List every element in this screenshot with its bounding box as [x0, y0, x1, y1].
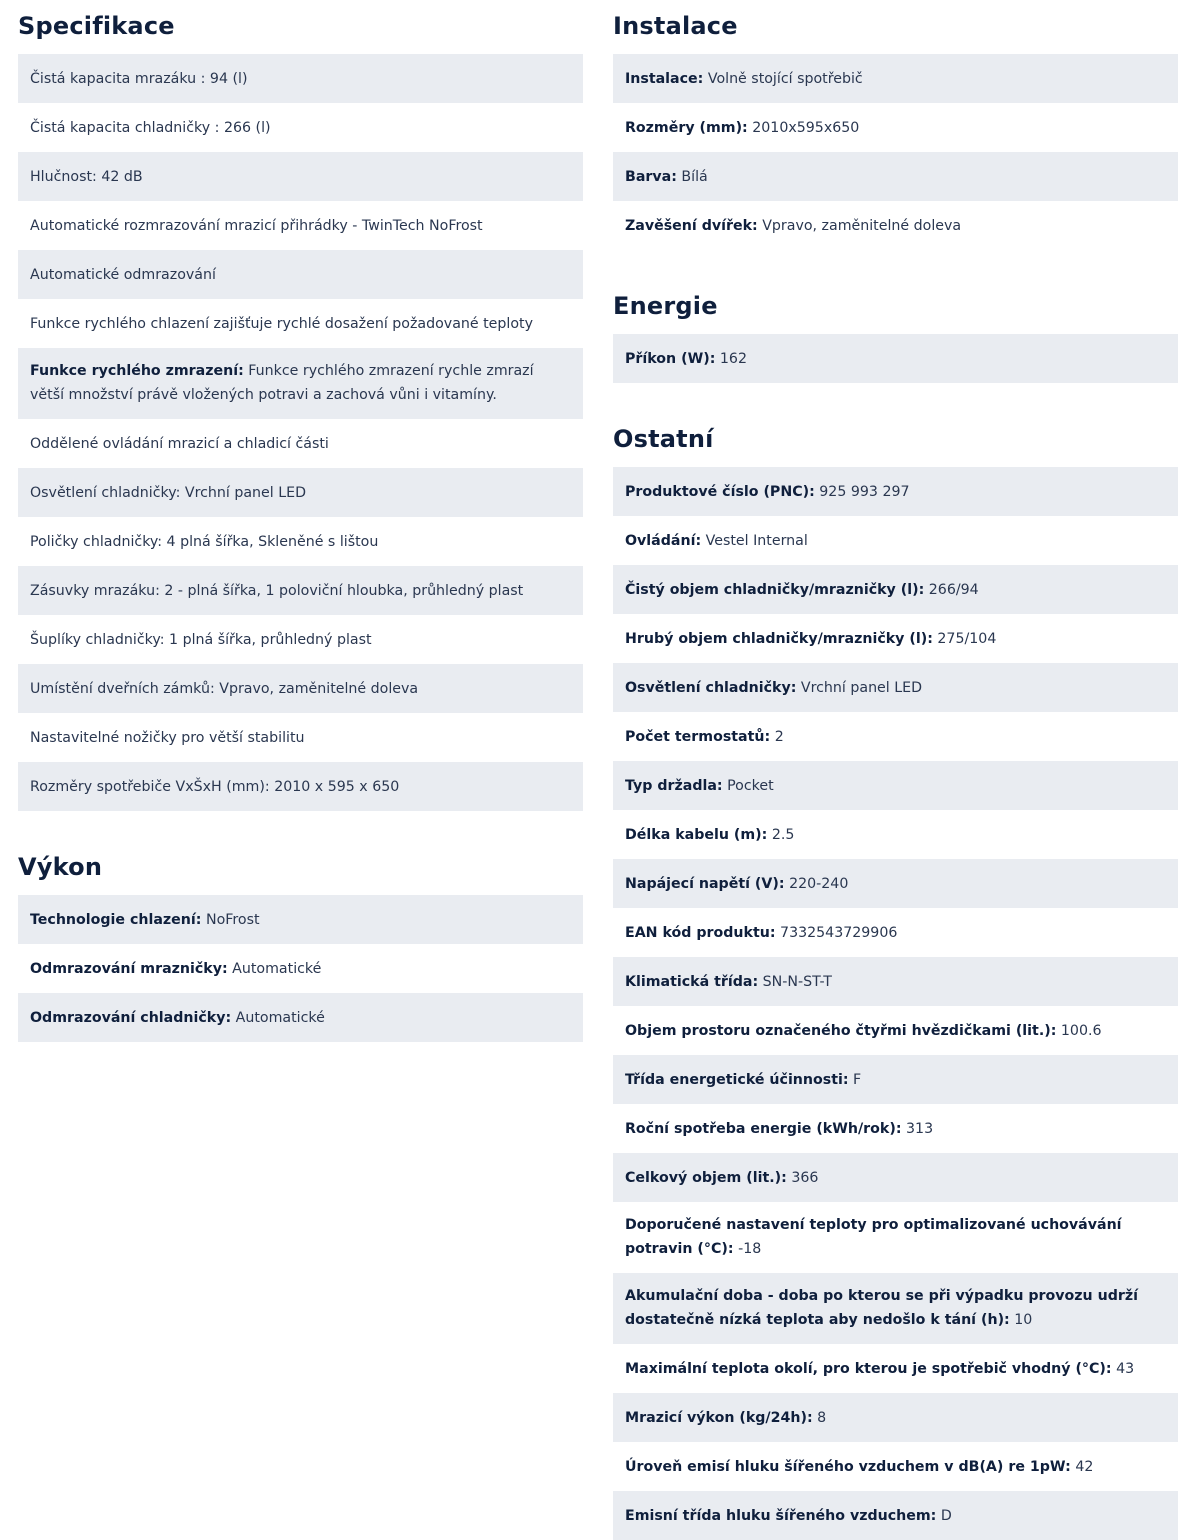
spec-value: Vestel Internal: [705, 533, 808, 549]
spec-value: 7332543729906: [780, 925, 898, 941]
spec-list-instalace: [613, 54, 1178, 250]
spec-row: [18, 468, 583, 517]
spec-label: Příkon (W):: [625, 351, 716, 367]
spec-label: Zavěšení dvířek:: [625, 218, 758, 234]
spec-label: Funkce rychlého zmrazení:: [30, 363, 244, 379]
spec-label: Napájecí napětí (V):: [625, 876, 785, 892]
spec-value: D: [940, 1508, 952, 1524]
spec-value: Vpravo, zaměnitelné doleva: [762, 218, 962, 234]
spec-value: 43: [1116, 1361, 1135, 1377]
spec-label: Čistý objem chladničky/mrazničky (l):: [625, 582, 925, 598]
spec-list-vykon: [18, 895, 583, 1042]
spec-label: Počet termostatů:: [625, 729, 771, 745]
spec-list-ostatni: [613, 467, 1178, 1540]
spec-value: Poličky chladničky: 4 plná šířka, Skleněné s lištou: [30, 534, 379, 550]
spec-row: [18, 944, 583, 993]
spec-row: [613, 1393, 1178, 1442]
spec-value: Vrchní panel LED: [800, 680, 923, 696]
spec-value: Šuplíky chladničky: 1 plná šířka, průhledný plast: [30, 632, 372, 648]
spec-label: Klimatická třída:: [625, 974, 759, 990]
spec-value: Zásuvky mrazáku: 2 - plná šířka, 1 poloviční hloubka, průhledný plast: [30, 583, 524, 599]
spec-row: [18, 250, 583, 299]
spec-value: Bílá: [681, 169, 708, 185]
spec-row: [18, 615, 583, 664]
spec-row: [613, 1006, 1178, 1055]
spec-row: [18, 54, 583, 103]
spec-value: 42: [1075, 1459, 1094, 1475]
spec-value: Automatické odmrazování: [30, 267, 216, 283]
section-gap: [18, 811, 583, 841]
spec-label: Hrubý objem chladničky/mrazničky (l):: [625, 631, 933, 647]
spec-value: Čistá kapacita chladničky : 266 (l): [30, 120, 271, 136]
spec-value: Automatické: [232, 961, 322, 977]
spec-label: Celkový objem (lit.):: [625, 1170, 787, 1186]
spec-label: EAN kód produktu:: [625, 925, 776, 941]
spec-row: [18, 201, 583, 250]
spec-row: [18, 419, 583, 468]
right-column: [613, 0, 1178, 1540]
section-title-vykon: Výkon: [18, 853, 103, 881]
spec-row: [18, 348, 583, 419]
spec-value: Oddělené ovládání mrazicí a chladicí části: [30, 436, 329, 452]
spec-value: Hlučnost: 42 dB: [30, 169, 143, 185]
spec-value: 266/94: [928, 582, 979, 598]
spec-row: [613, 663, 1178, 712]
spec-row: [613, 712, 1178, 761]
spec-row: [613, 54, 1178, 103]
spec-label: Objem prostoru označeného čtyřmi hvězdičkami (lit.):: [625, 1023, 1057, 1039]
spec-row: [613, 201, 1178, 250]
spec-row: [18, 299, 583, 348]
spec-row: [613, 1442, 1178, 1491]
spec-label: Produktové číslo (PNC):: [625, 484, 815, 500]
spec-label: Typ držadla:: [625, 778, 723, 794]
spec-row: [613, 810, 1178, 859]
spec-label: Délka kabelu (m):: [625, 827, 768, 843]
spec-label: Mrazicí výkon (kg/24h):: [625, 1410, 813, 1426]
spec-value: Funkce rychlého chlazení zajišťuje rychlé dosažení požadované teploty: [30, 316, 533, 332]
spec-row: [18, 993, 583, 1042]
spec-label: Úroveň emisí hluku šířeného vzduchem v dB(A) re 1pW:: [625, 1459, 1071, 1475]
section-gap: [613, 250, 1178, 280]
spec-row: [613, 614, 1178, 663]
spec-value: F: [853, 1072, 862, 1088]
spec-row: [613, 467, 1178, 516]
spec-value: 2010x595x650: [752, 120, 860, 136]
spec-row: [613, 957, 1178, 1006]
spec-row: [613, 1202, 1178, 1273]
spec-value: 275/104: [937, 631, 997, 647]
spec-value: Automatické: [235, 1010, 325, 1026]
spec-value: 2.5: [771, 827, 795, 843]
spec-label: Emisní třída hluku šířeného vzduchem:: [625, 1508, 937, 1524]
spec-value: 100.6: [1060, 1023, 1102, 1039]
spec-label: Odmrazování chladničky:: [30, 1010, 232, 1026]
spec-row: [613, 908, 1178, 957]
spec-row: [613, 1344, 1178, 1393]
spec-list-specifikace: [18, 54, 583, 811]
spec-row: [18, 103, 583, 152]
spec-row: [613, 565, 1178, 614]
section-title-specifikace: Specifikace: [18, 12, 175, 40]
spec-value: Automatické rozmrazování mrazicí přihrádky - TwinTech NoFrost: [30, 218, 483, 234]
spec-label: Třída energetické účinnosti:: [625, 1072, 849, 1088]
spec-value: -18: [738, 1241, 762, 1257]
spec-label: Technologie chlazení:: [30, 912, 202, 928]
spec-label: Osvětlení chladničky:: [625, 680, 797, 696]
spec-row: [613, 761, 1178, 810]
spec-row: [18, 895, 583, 944]
spec-value: 8: [817, 1410, 827, 1426]
spec-list-energie: [613, 334, 1178, 383]
spec-value: Osvětlení chladničky: Vrchní panel LED: [30, 485, 307, 501]
left-column: [18, 0, 583, 1042]
spec-row: [613, 859, 1178, 908]
spec-value: 10: [1014, 1312, 1033, 1328]
section-gap: [613, 383, 1178, 413]
spec-row: [18, 566, 583, 615]
spec-row: [613, 1153, 1178, 1202]
spec-value: Volně stojící spotřebič: [707, 71, 863, 87]
spec-row: [613, 1055, 1178, 1104]
spec-value: Funkce rychlého zmrazení rychle zmrazí větší množství právě vložených potravi a zachová vůni i vitamíny.: [30, 363, 534, 403]
spec-row: [18, 152, 583, 201]
spec-value: 162: [719, 351, 747, 367]
spec-label: Roční spotřeba energie (kWh/rok):: [625, 1121, 902, 1137]
spec-label: Ovládání:: [625, 533, 702, 549]
spec-value: SN-N-ST-T: [762, 974, 832, 990]
spec-value: 313: [906, 1121, 934, 1137]
spec-row: [613, 152, 1178, 201]
spec-value: Nastavitelné nožičky pro větší stabilitu: [30, 730, 305, 746]
section-title-energie: Energie: [613, 292, 718, 320]
spec-value: 2: [774, 729, 784, 745]
spec-value: NoFrost: [205, 912, 260, 928]
spec-label: Maximální teplota okolí, pro kterou je spotřebič vhodný (°C):: [625, 1361, 1112, 1377]
spec-row: [613, 334, 1178, 383]
spec-row: [613, 1273, 1178, 1344]
spec-label: Akumulační doba - doba po kterou se při výpadku provozu udrží dostatečně nízká teplota aby nedošlo k tání (h):: [625, 1288, 1138, 1328]
spec-value: Pocket: [727, 778, 774, 794]
spec-row: [613, 1491, 1178, 1540]
section-title-ostatni: Ostatní: [613, 425, 714, 453]
spec-row: [18, 713, 583, 762]
spec-label: Doporučené nastavení teploty pro optimalizované uchovávání potravin (°C):: [625, 1217, 1122, 1257]
spec-value: 366: [791, 1170, 819, 1186]
spec-label: Instalace:: [625, 71, 704, 87]
spec-row: [613, 516, 1178, 565]
spec-value: 220-240: [789, 876, 849, 892]
spec-row: [613, 1104, 1178, 1153]
spec-value: Rozměry spotřebiče VxŠxH (mm): 2010 x 595 x 650: [30, 779, 400, 795]
spec-row: [18, 664, 583, 713]
spec-value: Umístění dveřních zámků: Vpravo, zaměnitelné doleva: [30, 681, 419, 697]
spec-label: Barva:: [625, 169, 677, 185]
section-title-instalace: Instalace: [613, 12, 738, 40]
spec-row: [18, 517, 583, 566]
spec-value: 925 993 297: [819, 484, 910, 500]
spec-label: Odmrazování mrazničky:: [30, 961, 228, 977]
spec-row: [18, 762, 583, 811]
spec-value: Čistá kapacita mrazáku : 94 (l): [30, 71, 248, 87]
spec-row: [613, 103, 1178, 152]
spec-label: Rozměry (mm):: [625, 120, 748, 136]
